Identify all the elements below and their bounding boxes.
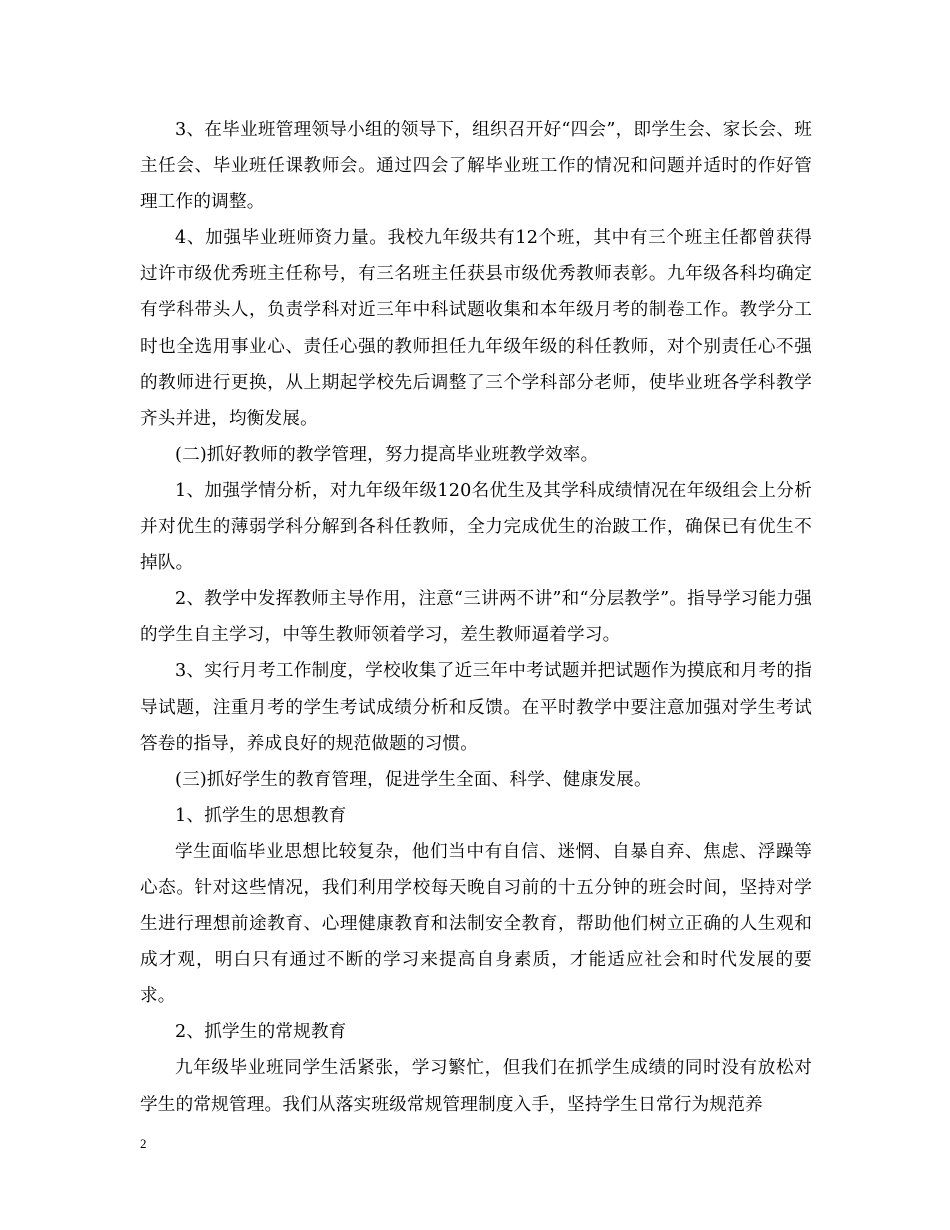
paragraph-routine-education: 九年级毕业班同学生活紧张，学习繁忙，但我们在抓学生成绩的同时没有放松对学生的常规管理。我们从落实班级常规管理制度入手，坚持学生日常行为规范养 (140, 1058, 812, 1115)
subheading-ideological-education: 1、抓学生的思想教育 (175, 805, 347, 826)
section-heading-teaching-management: (二)抓好教师的教学管理，努力提高毕业班教学效率。 (175, 444, 599, 465)
subheading-routine-education: 2、抓学生的常规教育 (175, 1022, 347, 1043)
paragraph-learning-analysis: 1、加强学情分析，对九年级年级120名优生及其学科成绩情况在年级组会上分析并对优生的薄弱学科分解到各科任教师，全力完成优生的治跛工作，确保已有优生不掉队。 (140, 480, 812, 574)
paragraph-teacher-staffing: 4、加强毕业班师资力量。我校九年级共有12个班，其中有三个班主任都曾获得过许市级优秀班主任称号，有三名班主任获县市级优秀教师表彰。九年级各科均确定有学科带头人，负责学科对近三年中科试题收集和本年级月考的制卷工作。教学分工时也全选用事业心、责任心强的教师担任九年级年级的科任教师，对个别责任心不强的教师进行更换，从上期起学校先后调整了三个学科部分老师，使毕业班各学科教学齐头并进，均衡发展。 (140, 228, 812, 429)
page-number: 2 (140, 1136, 147, 1151)
paragraph-four-meetings: 3、在毕业班管理领导小组的领导下，组织召开好“四会”，即学生会、家长会、班主任会、毕业班任课教师会。通过四会了解毕业班工作的情况和问题并适时的作好管理工作的调整。 (140, 120, 812, 213)
document-body (140, 112, 812, 1123)
paragraph-teacher-guidance: 2、教学中发挥教师主导作用，注意“三讲两不讲”和“分层教学”。指导学习能力强的学生自主学习，中等生教师领着学习，差生教师逼着学习。 (140, 589, 812, 646)
paragraph-ideological-education: 学生面临毕业思想比较复杂，他们当中有自信、迷惘、自暴自弃、焦虑、浮躁等心态。针对这些情况，我们利用学校每天晚自习前的十五分钟的班会时间，坚持对学生进行理想前途教育、心理健康教育和法制安全教育，帮助他们树立正确的人生观和成才观，明白只有通过不断的学习来提高自身素质，才能适应社会和时代发展的要求。 (140, 841, 812, 1007)
paragraph-monthly-exams: 3、实行月考工作制度，学校收集了近三年中考试题并把试题作为摸底和月考的指导试题，注重月考的学生考试成绩分析和反馈。在平时教学中要注意加强对学生考试答卷的指导，养成良好的规范做题的习惯。 (140, 661, 812, 754)
section-heading-student-management: (三)抓好学生的教育管理，促进学生全面、科学、健康发展。 (175, 769, 652, 790)
